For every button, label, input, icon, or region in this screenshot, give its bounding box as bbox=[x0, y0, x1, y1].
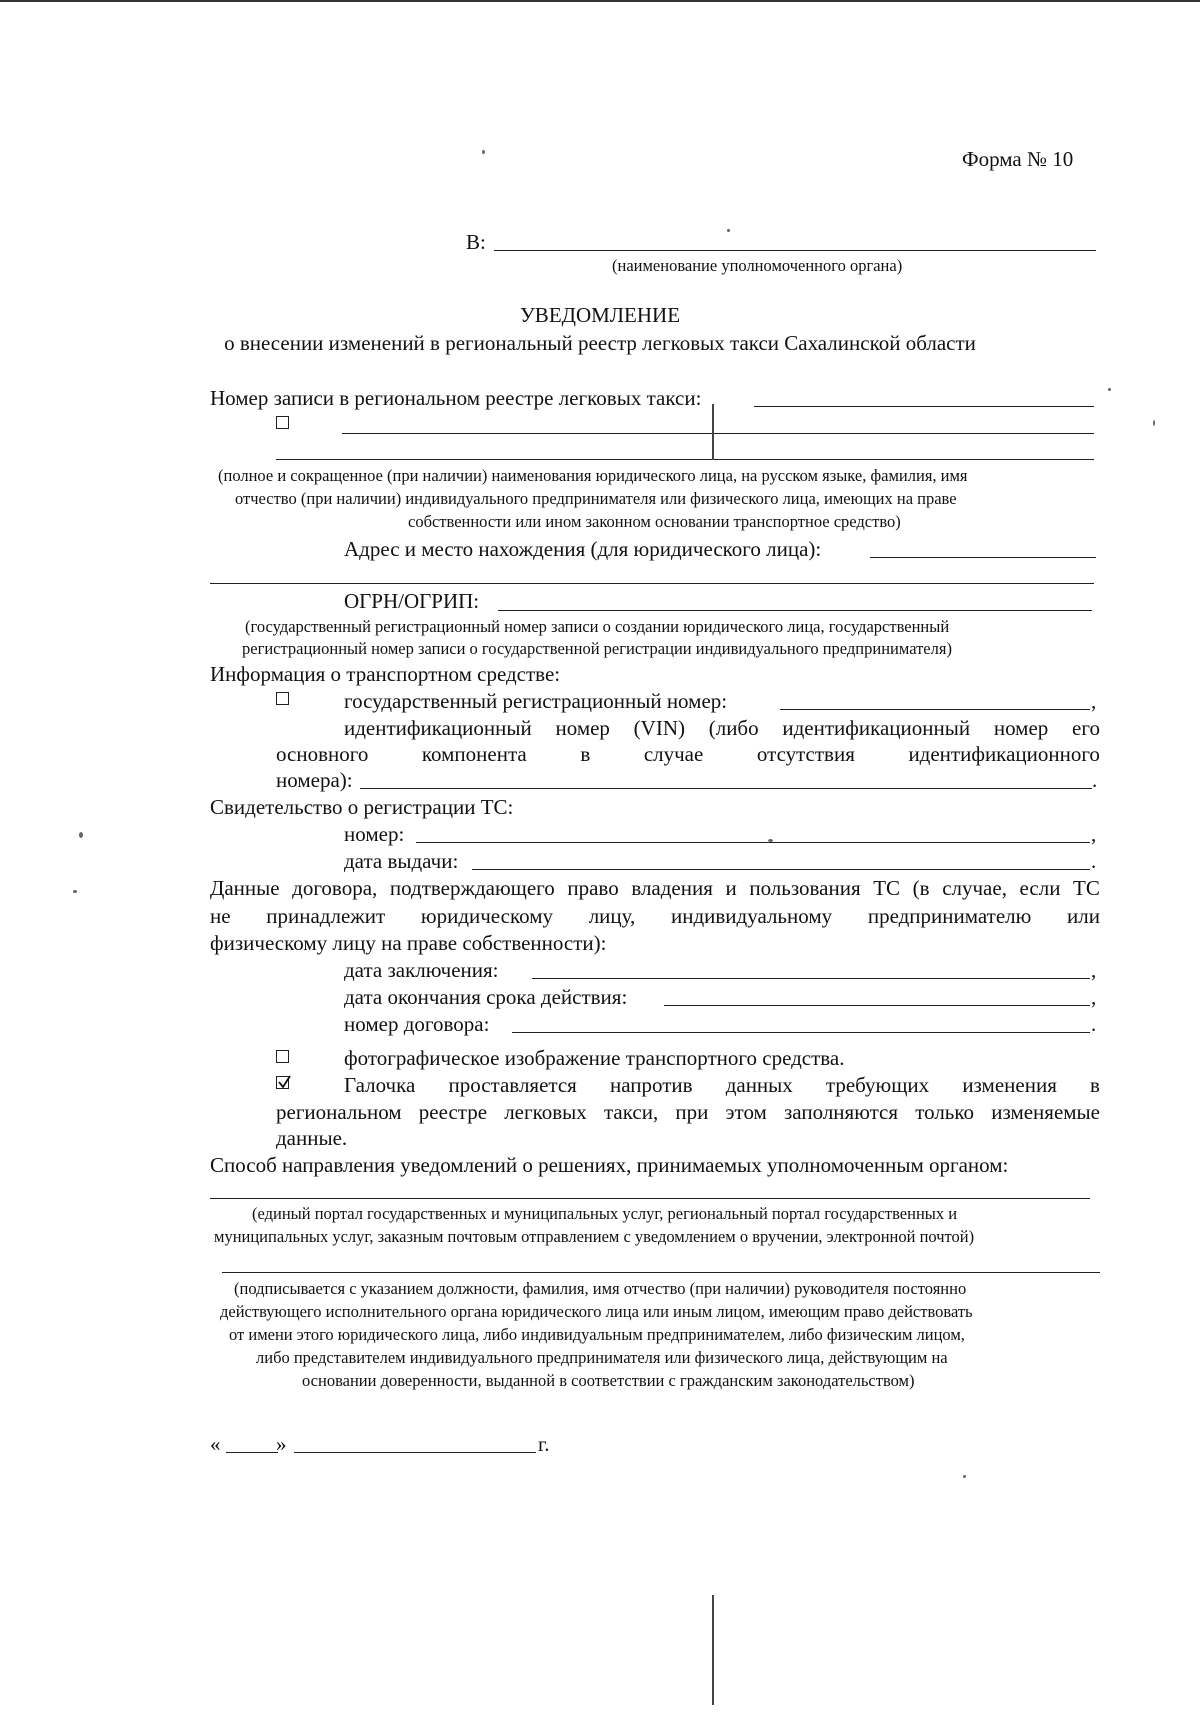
scan-speck bbox=[1153, 420, 1155, 426]
contract-word: ТС bbox=[873, 876, 901, 900]
contract-word: лицу, bbox=[588, 904, 636, 928]
contract-word: владения bbox=[631, 876, 713, 900]
cert-number-label: номер: bbox=[344, 822, 405, 846]
contract-word: подтверждающего bbox=[389, 876, 555, 900]
cert-date-period: . bbox=[1091, 849, 1097, 873]
contract-number-period: . bbox=[1091, 1012, 1097, 1036]
owner-name-caption-2: отчество (при наличии) индивидуального предпринимателя или физического лица, имеющих на праве bbox=[235, 489, 957, 508]
contract-word: право bbox=[567, 876, 619, 900]
contract-intro-line-1 bbox=[210, 875, 1100, 901]
note-word: такси, bbox=[603, 1100, 659, 1124]
photo-checkbox[interactable] bbox=[276, 1050, 289, 1063]
reg-number-checkbox[interactable] bbox=[276, 692, 289, 705]
note-word: легковых bbox=[504, 1100, 587, 1124]
owner-name-checkbox[interactable] bbox=[276, 416, 289, 429]
record-number-label: Номер записи в региональном реестре легковых такси: bbox=[210, 386, 702, 410]
vin-word: случае bbox=[643, 742, 704, 766]
cert-number-comma: , bbox=[1091, 822, 1097, 846]
contract-word: предпринимателю bbox=[867, 904, 1032, 928]
certificate-label: Свидетельство о регистрации ТС: bbox=[210, 795, 514, 819]
vin-word: его bbox=[1072, 716, 1100, 740]
photo-label: фотографическое изображение транспортного средства. bbox=[344, 1046, 845, 1070]
owner-name-caption-3: собственности или ином законном основании транспортное средство) bbox=[408, 512, 901, 531]
vin-period: . bbox=[1092, 768, 1098, 792]
vehicle-section-label: Информация о транспортном средстве: bbox=[210, 662, 561, 686]
cert-number-field[interactable] bbox=[416, 842, 1090, 843]
vin-word: в bbox=[580, 742, 591, 766]
notice-subheading: о внесении изменений в региональный реестр легковых такси Сахалинской области bbox=[224, 331, 976, 355]
contract-word: пользования bbox=[749, 876, 861, 900]
vin-field[interactable] bbox=[360, 788, 1092, 789]
scan-speck bbox=[727, 229, 730, 232]
note-word: напротив bbox=[609, 1073, 693, 1097]
ogrn-label: ОГРН/ОГРИП: bbox=[344, 589, 480, 613]
vin-line-3: номера): bbox=[276, 768, 353, 792]
scan-speck bbox=[963, 1475, 966, 1478]
contract-number-field[interactable] bbox=[512, 1032, 1090, 1033]
notice-heading: УВЕДОМЛЕНИЕ bbox=[519, 303, 681, 327]
vin-word: (VIN) bbox=[633, 716, 685, 740]
note-line-1 bbox=[344, 1072, 1100, 1098]
date-close-quote: » bbox=[276, 1432, 287, 1456]
ogrn-field[interactable] bbox=[498, 610, 1092, 611]
note-word: проставляется bbox=[448, 1073, 577, 1097]
to-label: В: bbox=[466, 230, 486, 254]
note-word: изменяемые bbox=[991, 1100, 1100, 1124]
contract-word: или bbox=[1067, 904, 1100, 928]
to-authority-field[interactable] bbox=[494, 250, 1096, 251]
signature-caption-5: основании доверенности, выданной в соответствии с гражданским законодательством) bbox=[302, 1371, 915, 1390]
note-word: реестре bbox=[418, 1100, 488, 1124]
note-line-3: данные. bbox=[276, 1126, 348, 1150]
vin-word: основного bbox=[276, 742, 369, 766]
contract-word: ТС bbox=[1073, 876, 1100, 900]
address-label: Адрес и место нахождения (для юридического лица): bbox=[344, 537, 822, 561]
owner-name-field-1[interactable] bbox=[342, 433, 1094, 434]
record-number-field[interactable] bbox=[754, 406, 1094, 407]
date-month-year-field[interactable] bbox=[294, 1452, 536, 1453]
scan-speck bbox=[73, 890, 77, 893]
note-word: региональном bbox=[276, 1100, 402, 1124]
contract-word: и bbox=[725, 876, 737, 900]
date-open-quote: « bbox=[210, 1432, 221, 1456]
reg-number-label: государственный регистрационный номер: bbox=[344, 689, 728, 713]
note-line-2 bbox=[276, 1099, 1100, 1125]
delivery-caption-2: муниципальных услуг, заказным почтовым отправлением с уведомлением о вручении, электронной почтой) bbox=[214, 1227, 975, 1246]
form-number: Форма № 10 bbox=[962, 147, 1074, 171]
contract-intro-line-2 bbox=[210, 903, 1100, 929]
owner-name-field-2[interactable] bbox=[276, 459, 1094, 460]
note-word: только bbox=[915, 1100, 975, 1124]
scan-fold-mark bbox=[712, 404, 714, 460]
contract-word: договора, bbox=[292, 876, 378, 900]
delivery-field[interactable] bbox=[210, 1198, 1090, 1199]
contract-word: Данные bbox=[210, 876, 280, 900]
conclusion-date-field[interactable] bbox=[532, 978, 1090, 979]
contract-word: индивидуальному bbox=[670, 904, 833, 928]
note-word: при bbox=[675, 1100, 709, 1124]
note-checkbox-checked[interactable] bbox=[276, 1076, 289, 1089]
reg-number-field[interactable] bbox=[780, 709, 1090, 710]
owner-name-caption-1: (полное и сокращенное (при наличии) наименования юридического лица, на русском языке, фамилия, имя bbox=[218, 466, 968, 485]
signature-caption-2: действующего исполнительного органа юридического лица или иным лицом, имеющим право действовать bbox=[220, 1302, 973, 1321]
checkmark-icon bbox=[276, 1074, 292, 1090]
contract-word: если bbox=[1019, 876, 1061, 900]
vin-word: (либо bbox=[708, 716, 759, 740]
scan-top-edge bbox=[0, 0, 1200, 2]
address-field-2[interactable] bbox=[210, 583, 1094, 584]
delivery-label: Способ направления уведомлений о решениях, принимаемых уполномоченным органом: bbox=[210, 1153, 1009, 1177]
contract-word: (в bbox=[912, 876, 930, 900]
note-word: изменения bbox=[962, 1073, 1057, 1097]
vin-word: номер bbox=[993, 716, 1049, 740]
expiry-date-comma: , bbox=[1091, 985, 1097, 1009]
contract-word: не bbox=[210, 904, 231, 928]
address-field-1[interactable] bbox=[870, 557, 1096, 558]
contract-word: юридическому bbox=[420, 904, 553, 928]
contract-intro-line-3: физическому лицу на праве собственности): bbox=[210, 931, 607, 955]
date-day-field[interactable] bbox=[226, 1452, 278, 1453]
scan-fold-mark bbox=[712, 1595, 714, 1705]
note-word: требующих bbox=[825, 1073, 930, 1097]
reg-number-comma: , bbox=[1091, 689, 1097, 713]
expiry-date-field[interactable] bbox=[664, 1005, 1090, 1006]
signature-field[interactable] bbox=[222, 1272, 1100, 1273]
conclusion-date-comma: , bbox=[1091, 958, 1097, 982]
note-word: заполняются bbox=[784, 1100, 899, 1124]
scan-speck bbox=[482, 150, 485, 154]
vin-word: отсутствия bbox=[756, 742, 855, 766]
contract-word: принадлежит bbox=[266, 904, 386, 928]
vin-line-2 bbox=[276, 741, 1100, 767]
scan-speck bbox=[79, 832, 83, 838]
note-word: этом bbox=[725, 1100, 767, 1124]
scan-speck bbox=[1108, 388, 1111, 391]
delivery-caption-1: (единый портал государственных и муниципальных услуг, региональный портал государственных и bbox=[252, 1204, 958, 1223]
signature-caption-1: (подписывается с указанием должности, фамилия, имя отчество (при наличии) руководителя постоянно bbox=[234, 1279, 967, 1298]
vin-word: идентификационного bbox=[908, 742, 1100, 766]
signature-caption-4: либо представителем индивидуального предпринимателя или физического лица, действующим на bbox=[256, 1348, 948, 1367]
vin-word: компонента bbox=[421, 742, 527, 766]
cert-date-label: дата выдачи: bbox=[344, 849, 459, 873]
ogrn-caption-2: регистрационный номер записи о государственной регистрации индивидуального предпринимателя) bbox=[242, 639, 952, 658]
to-authority-caption: (наименование уполномоченного органа) bbox=[612, 256, 903, 275]
date-year-suffix: г. bbox=[538, 1432, 550, 1456]
ogrn-caption-1: (государственный регистрационный номер записи о создании юридического лица, государственный bbox=[245, 617, 950, 636]
note-word: Галочка bbox=[344, 1073, 416, 1097]
vin-line-1 bbox=[344, 715, 1100, 741]
contract-number-label: номер договора: bbox=[344, 1012, 490, 1036]
expiry-date-label: дата окончания срока действия: bbox=[344, 985, 628, 1009]
contract-word: случае, bbox=[942, 876, 1007, 900]
vin-word: идентификационный bbox=[344, 716, 532, 740]
scan-speck bbox=[768, 839, 773, 842]
vin-word: идентификационный bbox=[782, 716, 971, 740]
cert-date-field[interactable] bbox=[472, 869, 1090, 870]
conclusion-date-label: дата заключения: bbox=[344, 958, 499, 982]
note-word: данных bbox=[725, 1073, 793, 1097]
note-word: в bbox=[1090, 1073, 1100, 1097]
signature-caption-3: от имени этого юридического лица, либо индивидуальным предпринимателем, либо физическим лицом, bbox=[229, 1325, 965, 1344]
vin-word: номер bbox=[555, 716, 610, 740]
